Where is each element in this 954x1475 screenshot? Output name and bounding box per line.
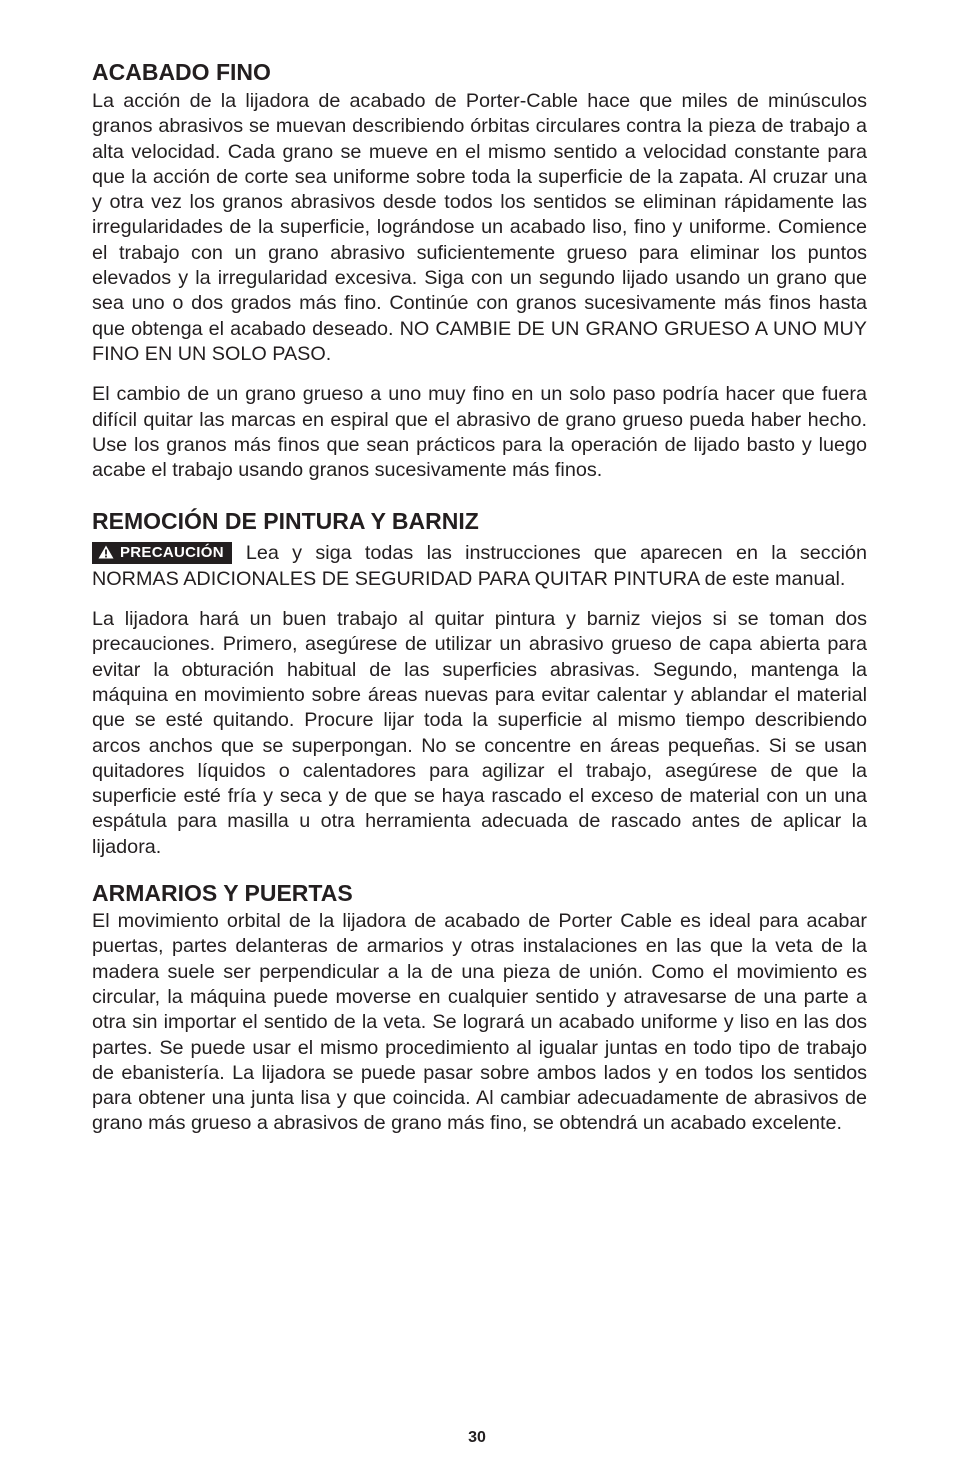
paragraph-remocion-1: La lijadora hará un buen trabajo al quitar pintura y barniz viejos si se toman dos precauciones. Primero, asegúrese de utilizar un abrasivo grueso de capa abierta para evitar la obturación habitual de las superficies abrasivas. Segundo, mantenga la máquina en movimiento sobre áreas nuevas para evitar calentar y ablandar el material que se esté quitando. Procure lijar toda la superficie al mismo tiempo describiendo arcos anchos que se superpongan. No se concentre en áreas pequeñas. Si se usan quitadores líquidos o calentadores para agilizar el trabajo, asegúrese de que la superficie esté fría y seca y de que se haya rascado el exceso de material con un una espátula para masilla u otra herramienta adecuada de rascado antes de aplicar la lijadora.: [92, 608, 867, 858]
paragraph-acabado-2: El cambio de un grano grueso a uno muy fino en un solo paso podría hacer que fuera difícil quitar las marcas en espiral que el abrasivo de grano grueso pueda haber hecho. Use los granos más finos que sean prácticos para la operación de lijado basto y luego acabe el trabajo usando granos sucesivamente más finos.: [92, 383, 867, 482]
caution-badge: [92, 542, 232, 564]
paragraph-acabado-1: La acción de la lijadora de acabado de Porter-Cable hace que miles de minúsculos granos abrasivos se muevan describiendo órbitas circulares contra la pieza de trabajo a alta velocidad. Cada grano se mueve en el mismo sentido a velocidad constante para que la acción de corte sea uniforme sobre toda la superficie de la zapata. Al cruzar una y otra vez los granos abrasivos desde todos los sentidos se eliminan rápidamente las irregularidades de la superficie, lográndose un acabado liso, fino y uniforme. Comience el trabajo con un grano abrasivo suficientemente grueso para eliminar los puntos elevados y la irregularidad excesiva. Siga con un segundo lijado usando un grano que sea uno o dos grados más fino. Continúe con granos sucesivamente más finos hasta que obtenga el acabado deseado. NO CAMBIE DE UN GRANO GRUESO A UNO MUY FINO EN UN SOLO PASO.: [92, 90, 867, 365]
section-title-acabado-fino: ACABADO FINO: [92, 59, 271, 85]
section-remocion-pintura: [92, 507, 867, 860]
paragraph-armarios-1: El movimiento orbital de la lijadora de acabado de Porter Cable es ideal para acabar puertas, partes delanteras de armarios y otras instalaciones en las que la veta de la madera suele ser perpendicular a la de una pieza de unión. Como el movimiento es circular, la máquina puede moverse en cualquier sentido y atravesarse de una parte a otra sin importar el sentido de la veta. Se logrará un acabado uniforme y liso en las dos partes. Se puede usar el mismo procedimiento al igualar juntas en todo tipo de trabajo de ebanistería. La lijadora se puede pasar sobre ambos lados y en todos los sentidos para obtener una junta lisa y que coincida. Al cambiar adecuadamente de abrasivos de grano más grueso a abrasivos de grano más fino, se obtendrá un acabado excelente.: [92, 910, 867, 1135]
page-number: 30: [468, 1429, 486, 1446]
caution-paragraph: [92, 541, 867, 592]
warning-triangle-icon: [98, 545, 114, 559]
section-title-armarios: ARMARIOS Y PUERTAS: [92, 880, 353, 907]
caution-text: Lea y siga todas las instrucciones que aparecen en la sección NORMAS ADICIONALES DE SEGURIDAD PARA QUITAR PINTURA de este manual.: [92, 542, 867, 590]
section-title-remocion: REMOCIÓN DE PINTURA Y BARNIZ: [92, 508, 479, 535]
section-acabado-fino: [92, 58, 867, 483]
caution-label: PRECAUCIÓN: [120, 544, 224, 562]
manual-page: [92, 58, 867, 1137]
section-armarios-puertas: [92, 879, 867, 1137]
